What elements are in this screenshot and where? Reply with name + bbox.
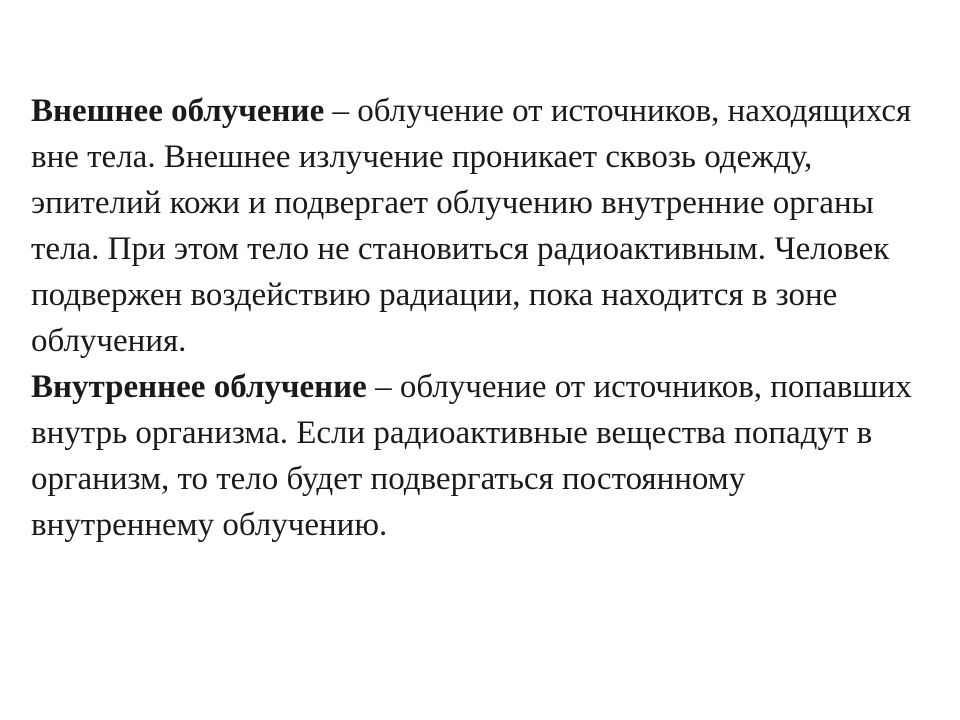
term-internal-exposure: Внутреннее облучение xyxy=(31,369,367,405)
slide-text-block xyxy=(31,88,931,548)
paragraph-internal-exposure xyxy=(31,364,931,548)
definition-external-exposure: – облучение от источников, находящихся вне тела. Внешнее излучение проникает сквозь одежду, эпителий кожи и подвергает облучению внутренние органы тела. При этом тело не становиться радиоактивным. Человек подвержен воздействию радиации, пока находится в зоне облучения. xyxy=(31,93,912,359)
definition-internal-exposure: – облучение от источников, попавших внутрь организма. Если радиоактивные вещества попадут в организм, то тело будет подвергаться постоянному внутреннему облучению. xyxy=(31,369,912,543)
term-external-exposure: Внешнее облучение xyxy=(31,93,325,129)
paragraph-external-exposure xyxy=(31,88,931,364)
